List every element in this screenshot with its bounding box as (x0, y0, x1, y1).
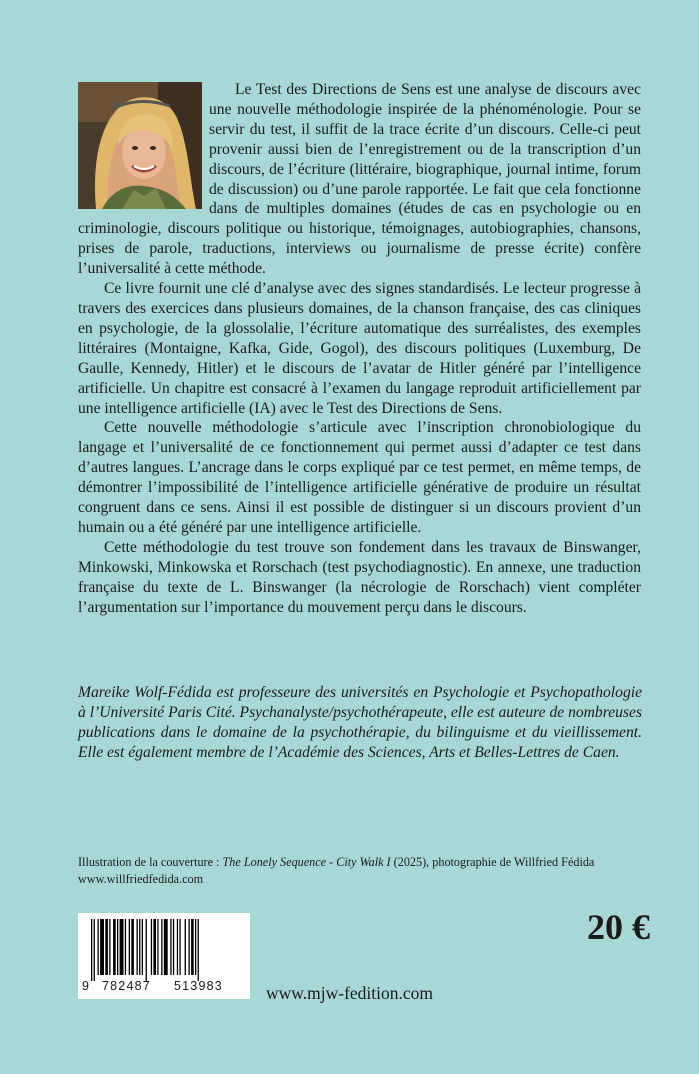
barcode-bar (157, 919, 158, 975)
credit-title: The Lonely Sequence - City Walk I (222, 855, 391, 869)
paragraph-1: Le Test des Directions de Sens est une analyse de discours avec une nouvelle méthodologie inspirée de la phénoménologie. Pour se servir du test, il suffit de la trace écrite d’un discours. Celle-ci peut provenir aussi bien de l’enregistrement ou de la transcription d’un discours, de l’écriture (littéraire, biographique, journal intime, forum de discussion) ou d’une parole rapportée. Le fait que cela fonctionne dans de multiples domaines (études de cas en psychologie ou en criminologie, discours politique ou historique, témoignages, autobiographies, chansons, prises de parole, traductions, interviews ou journalisme de presse écrite) confère l’universalité à cette méthode. (78, 81, 641, 278)
barcode-group-1: 782487 (102, 979, 151, 993)
barcode-bar (109, 919, 110, 975)
barcode-bar (137, 919, 138, 975)
paragraph-3: Cette nouvelle méthodologie s’articule avec l’inscription chronobiologique du langage et l’universalité de ce fonctionnement qui permet aussi d’adapter ce test dans d’autres langues. L’ancrage dans le corps expliqué par ce test permet, en même temps, de démontrer l’impossibilité de l’intelligence artificielle générative de produire un résultat congruent dans ce sens. Ainsi il est possible de distinguer si un discours provient d’un humain ou a été généré par une intelligence artificielle. (78, 419, 641, 536)
credit-url: www.willfriedfedida.com (78, 872, 204, 886)
credit-suffix: (2025), photographie de Willfried Fédida (390, 855, 595, 869)
barcode-bar (195, 919, 196, 975)
barcode-bar (98, 919, 99, 975)
barcode-bar (151, 919, 152, 975)
barcode-bar (94, 919, 95, 981)
description-text (78, 80, 641, 617)
barcode-bar (100, 919, 104, 975)
cover-credit (78, 854, 678, 888)
barcode-bar (139, 919, 140, 975)
barcode-bar (198, 919, 199, 981)
barcode-bar (189, 919, 190, 975)
barcode-bar (125, 919, 126, 975)
barcode-bar (105, 919, 108, 975)
credit-prefix: Illustration de la couverture : (78, 855, 223, 869)
barcode-bar (153, 919, 156, 975)
barcode-bar (173, 919, 174, 975)
publisher-website: www.mjw-fedition.com (266, 983, 434, 1003)
barcode-bar (113, 919, 116, 975)
barcode-icon (87, 919, 241, 981)
barcode-bar (179, 919, 180, 975)
price: 20 € (587, 907, 650, 947)
barcode-bar (142, 919, 143, 975)
barcode-bar (177, 919, 178, 975)
barcode-bar (120, 919, 124, 975)
barcode-bar (91, 919, 92, 981)
barcode-bar (129, 919, 130, 975)
barcode (78, 913, 250, 999)
author-bio: Mareike Wolf-Fédida est professeure des universités en Psychologie et Psychopathologie à l’Université Paris Cité. Psychanalyste/psychothérapeute, elle est auteure de nombreuses publications dans le domaine de la psychothérapie, du bilinguisme et du vieillissement. Elle est également membre de l’Académie des Sciences, Arts et Belles-Lettres de Caen. (78, 684, 642, 761)
paragraph-2: Ce livre fournit une clé d’analyse avec des signes standardisés. Le lecteur progresse à travers des exercices dans plusieurs domaines, de la chanson française, des cas cliniques en psychologie, de la glossolalie, l’écriture automatique des surréalistes, des exemples littéraires (Montaigne, Kafka, Gide, Gogol), des discours politiques (Luxemburg, De Gaulle, Kennedy, Hitler) et le discours de l’avatar de Hitler généré par l’intelligence artificielle. Un chapitre est consacré à l’examen du langage reproduit artificiellement par une intelligence artificielle (IA) avec le Test des Directions de Sens. (78, 280, 641, 417)
barcode-bar (117, 919, 118, 975)
barcode-bar (146, 919, 147, 981)
barcode-bar (170, 919, 171, 975)
barcode-bar (191, 919, 194, 975)
paragraph-4: Cette méthodologie du test trouve son fondement dans les travaux de Binswanger, Minkowski, Minkowska et Rorschach (test psychodiagnostic). En annexe, une traduction française du texte de L. Binswanger (la nécrologie de Rorschach) vient compléter l’argumentation sur l’importance du mouvement perçu dans le discours. (78, 538, 641, 616)
barcode-bar (131, 919, 134, 975)
barcode-group-2: 513983 (174, 979, 223, 993)
barcode-lead-digit: 9 (82, 979, 91, 993)
barcode-bar (164, 919, 168, 975)
barcode-bar (185, 919, 186, 975)
barcode-bar (161, 919, 162, 975)
